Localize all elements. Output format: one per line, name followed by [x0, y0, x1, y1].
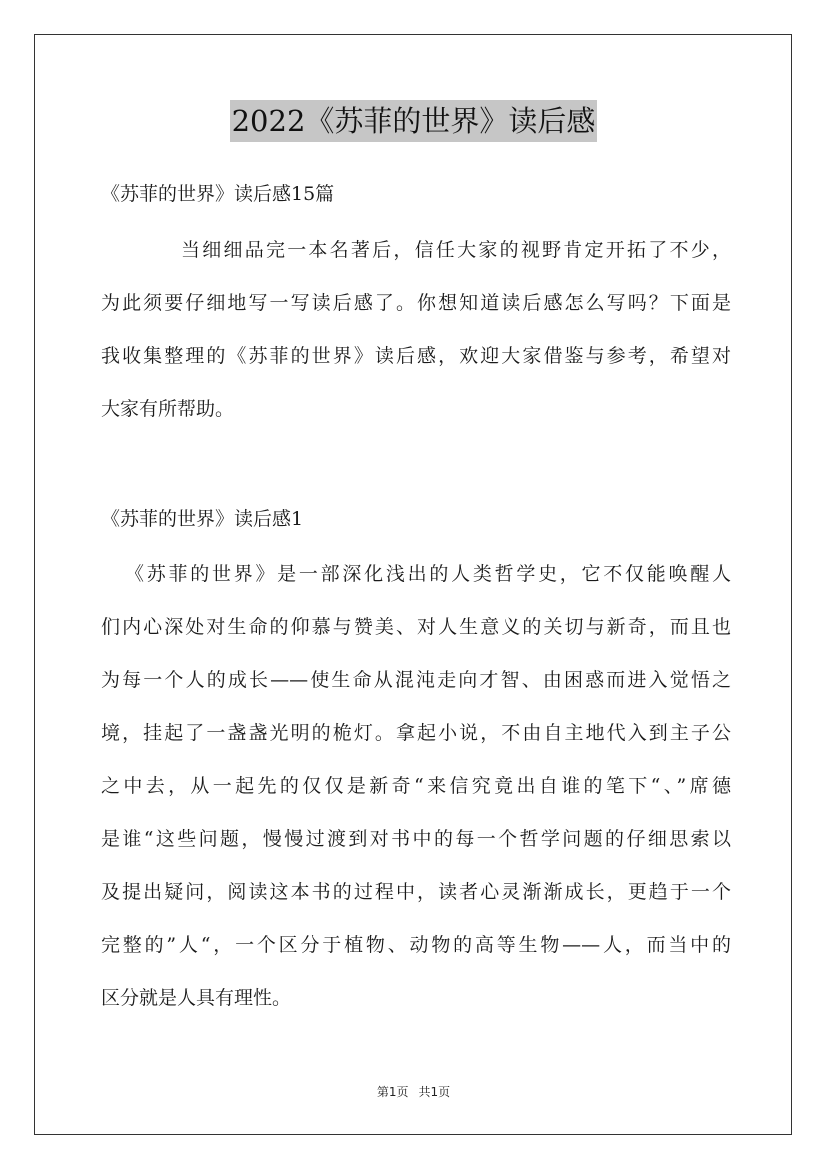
intro-line-4: 大家有所帮助。	[101, 398, 235, 420]
page-total: 共1页	[418, 1085, 451, 1099]
document-title: 2022《苏菲的世界》读后感	[230, 100, 598, 142]
body-line-5: 之中去，从一起先的仅仅是新奇“来信究竟出自谁的笔下“、”席德	[101, 775, 731, 797]
body-line-1: 《苏菲的世界》是一部深化浅出的人类哲学史，它不仅能唤醒人	[125, 563, 731, 585]
page-number: 第1页	[376, 1085, 409, 1099]
body-line-9: 区分就是人具有理性。	[101, 987, 292, 1009]
subtitle: 《苏菲的世界》读后感15篇	[101, 183, 335, 205]
body-line-6: 是谁“这些问题，慢慢过渡到对书中的每一个哲学问题的仔细思索以	[101, 828, 731, 850]
body-line-2: 们内心深处对生命的仰慕与赞美、对人生意义的关切与新奇，而且也	[101, 616, 731, 638]
section-heading: 《苏菲的世界》读后感1	[101, 508, 304, 530]
intro-line-1: 当细细品完一本名著后，信任大家的视野肯定开拓了不少，	[181, 239, 731, 261]
page-footer	[0, 1084, 827, 1100]
title-container	[0, 100, 827, 142]
body-line-8: 完整的”人“，一个区分于植物、动物的高等生物——人，而当中的	[101, 934, 731, 956]
intro-line-2: 为此须要仔细地写一写读后感了。你想知道读后感怎么写吗？下面是	[101, 292, 731, 314]
body-line-7: 及提出疑问，阅读这本书的过程中，读者心灵渐渐成长，更趋于一个	[101, 881, 731, 903]
intro-line-3: 我收集整理的《苏菲的世界》读后感，欢迎大家借鉴与参考，希望对	[101, 345, 731, 367]
body-line-3: 为每一个人的成长——使生命从混沌走向才智、由困惑而进入觉悟之	[101, 669, 731, 691]
body-line-4: 境，挂起了一盏盏光明的桅灯。拿起小说，不由自主地代入到主子公	[101, 722, 731, 744]
